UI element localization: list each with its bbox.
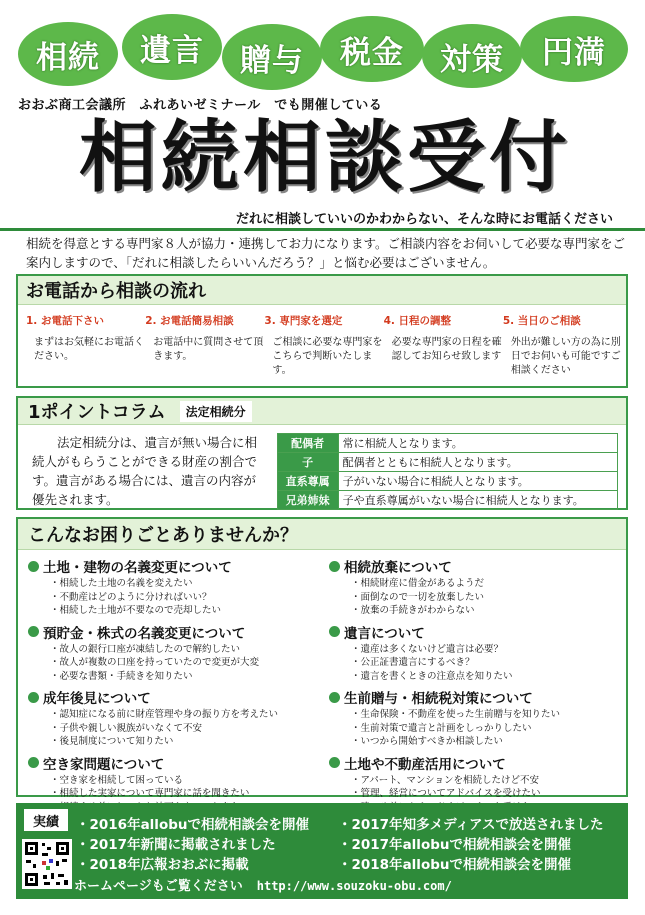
achievements-label: 実績 (24, 809, 68, 831)
heirs-table (277, 433, 618, 510)
table-row (277, 434, 617, 453)
page-title: 相続相談受付 (78, 113, 571, 203)
column-title: 1ポイントコラム (28, 402, 166, 423)
trouble-item-list (28, 708, 319, 749)
list-item: ・ 必要な書類・手続きを知りたい (50, 670, 319, 684)
troubles-left-column (28, 556, 319, 818)
bubble-1: 相続 (18, 22, 118, 86)
list-item: ・ 生命保険・不動産を使った生前贈与を知りたい (351, 708, 620, 722)
list-item: ・ 放棄の手続きがわからない (351, 604, 620, 618)
heir-value: 子がいない場合に相続人となります。 (338, 472, 617, 491)
trouble-topic-title (28, 753, 319, 773)
achievement-item: ・2016年allobuで相続相談会を開催 (76, 817, 309, 833)
list-item: ・ 相続した土地の名義を変えたい (50, 577, 319, 591)
flow-steps (18, 305, 626, 378)
list-item: ・ 面倒なので一切を放棄したい (351, 591, 620, 605)
flow-panel (16, 274, 628, 388)
trouble-topic-label: 相続放棄について (344, 560, 452, 576)
step-title: 4. 日程の調整 (383, 315, 452, 327)
list-item: ・ 相続した土地が不要なので売却したい (50, 604, 319, 618)
list-item: ・ いつから開始すべきか相談したい (351, 735, 620, 749)
bullet-dot-icon (329, 757, 340, 768)
trouble-topic-title (329, 622, 620, 642)
trouble-item-list (329, 643, 620, 684)
bullet-dot-icon (28, 626, 39, 637)
table-row (277, 472, 617, 491)
flow-step (264, 313, 383, 378)
heir-value: 常に相続人となります。 (338, 434, 617, 453)
bullet-dot-icon (329, 692, 340, 703)
trouble-topic-title (28, 687, 319, 707)
achievements-footer (16, 803, 628, 899)
list-item: ・ 遺言を書くときの注意点を知りたい (351, 670, 620, 684)
trouble-topic-label: 預貯金・株式の名義変更について (43, 625, 246, 642)
intro-text: 相続を得意とする専門家８人が協力・連携してお力になります。ご相談内容をお伺いして必要な専門家をご案内しますので、「だれに相談したらいいんだろう？」と悩む必要はございません。 (26, 236, 626, 270)
bubble-6: 円満 (520, 16, 628, 82)
bullet-dot-icon (28, 561, 39, 572)
list-item: ・ 相続財産に借金があるようだ (351, 577, 620, 591)
flow-step (503, 313, 622, 378)
trouble-topic-title (28, 556, 319, 576)
table-row (277, 453, 617, 472)
trouble-topic-label: 成年後見について (43, 691, 151, 707)
list-item: ・ 公正証書遺言にするべき？ (351, 656, 620, 670)
troubles-panel (16, 517, 628, 797)
trouble-topic-title (329, 556, 620, 576)
trouble-topic-label: 遺言について (344, 625, 425, 642)
achievement-item: ・2017年新聞に掲載されました (76, 837, 276, 853)
trouble-item-list (329, 577, 620, 618)
trouble-topic-label: 生前贈与・相続税対策について (344, 691, 533, 707)
trouble-item-list (329, 708, 620, 749)
bullet-dot-icon (329, 561, 340, 572)
step-title: 1. お電話下さい (26, 315, 104, 327)
step-title: 2. お電話簡易相談 (145, 315, 234, 327)
bullet-dot-icon (329, 626, 340, 637)
bullet-dot-icon (28, 757, 39, 768)
trouble-topic (28, 556, 319, 618)
heir-key: 兄弟姉妹 (277, 491, 338, 510)
achievement-item: ・2018年allobuで相続相談会を開催 (338, 857, 571, 873)
bubble-4: 税金 (320, 16, 424, 82)
heir-value: 配偶者とともに相続人となります。 (338, 453, 617, 472)
organizer-line: おおぶ商工会議所 ふれあいゼミナール でも開催している (18, 98, 383, 113)
trouble-topic-label: 土地や不動産活用について (344, 756, 506, 773)
flow-step (26, 313, 145, 378)
column-header (18, 398, 626, 425)
homepage-line (74, 875, 452, 894)
list-item: ・ 認知症になる前に財産管理や身の振り方を考えたい (50, 708, 319, 722)
flow-step (145, 313, 264, 378)
troubles-title: こんなお困りごとありませんか？ (18, 519, 626, 550)
list-item: ・ 遺産は多くないけど遺言は必要？ (351, 643, 620, 657)
heir-key: 子 (277, 453, 338, 472)
qr-code-icon[interactable] (22, 839, 72, 889)
divider (0, 228, 645, 231)
flow-title: お電話から相談の流れ (18, 276, 626, 305)
column-panel (16, 396, 628, 510)
column-text: 法定相続分は、遺言が無い場合に相続人がもらうことができる財産の割合です。遺言がある場合には、遺言の内容が優先されます。 (32, 435, 258, 507)
list-item: ・ 相続した実家について専門家に話を聞きたい (50, 787, 319, 801)
heir-key: 配偶者 (277, 434, 338, 453)
list-item: ・ 後見制度について知りたい (50, 735, 319, 749)
heir-value: 子や直系尊属がいない場合に相続人となります。 (338, 491, 617, 510)
trouble-topic (28, 687, 319, 749)
step-desc: 外出が難しい方の為に別日でお伺いも可能ですご相談ください (510, 337, 621, 376)
list-item: ・ 子供や親しい親族がいなくて不安 (50, 722, 319, 736)
achievement-item: ・2018年広報おおぶに掲載 (76, 857, 249, 873)
homepage-label: ホームページもご覧ください (74, 879, 243, 894)
step-desc: 必要な専門家の日程を確認してお知らせ致します (391, 337, 502, 362)
trouble-topic (329, 556, 620, 618)
list-item: ・ アパート、マンションを相続したけど不安 (351, 774, 620, 788)
step-title: 3. 専門家を選定 (264, 315, 343, 327)
homepage-link[interactable]: http://www.souzoku-obu.com/ (256, 879, 452, 893)
trouble-item-list (28, 577, 319, 618)
step-desc: まずはお気軽にお電話ください。 (34, 337, 144, 362)
list-item: ・ 生前対策で遺言と計画をしっかりしたい (351, 722, 620, 736)
flow-step (384, 313, 503, 378)
trouble-item-list (28, 643, 319, 684)
troubles-right-column (319, 556, 620, 818)
trouble-topic-title (329, 753, 620, 773)
list-item: ・ 管理、経営についてアドバイスを受けたい (351, 787, 620, 801)
trouble-topic (329, 622, 620, 684)
trouble-topic (329, 687, 620, 749)
bullet-dot-icon (28, 692, 39, 703)
list-item: ・ 不動産はどのように分ければいい？ (50, 591, 319, 605)
achievement-item: ・2017年知多メディアスで放送されました (338, 817, 604, 833)
bubble-5: 対策 (422, 24, 522, 88)
bubble-3: 贈与 (222, 24, 322, 90)
list-item: ・ 故人が複数の口座を持っていたので変更が大変 (50, 656, 319, 670)
trouble-topic-title (28, 622, 319, 642)
step-title: 5. 当日のご相談 (502, 315, 581, 327)
step-desc: お電話中に質問させて頂きます。 (153, 337, 264, 362)
bubble-2: 遺言 (122, 14, 222, 80)
trouble-topic-title (329, 687, 620, 707)
trouble-topic (28, 622, 319, 684)
step-desc: ご相談に必要な専門家をこちらで判断いたします。 (272, 337, 383, 376)
table-row (277, 491, 617, 510)
list-item: ・ 故人の銀行口座が凍結したので解約したい (50, 643, 319, 657)
trouble-topic-label: 土地・建物の名義変更について (43, 560, 232, 576)
column-subtitle: 法定相続分 (180, 401, 252, 422)
list-item: ・ 空き家を相続して困っている (50, 774, 319, 788)
tagline: だれに相談していいのかわからない、そんな時にお電話ください (235, 212, 613, 227)
trouble-topic-label: 空き家問題について (43, 756, 165, 773)
heir-key: 直系尊属 (277, 472, 338, 491)
achievement-item: ・2017年allobuで相続相談会を開催 (338, 837, 571, 853)
